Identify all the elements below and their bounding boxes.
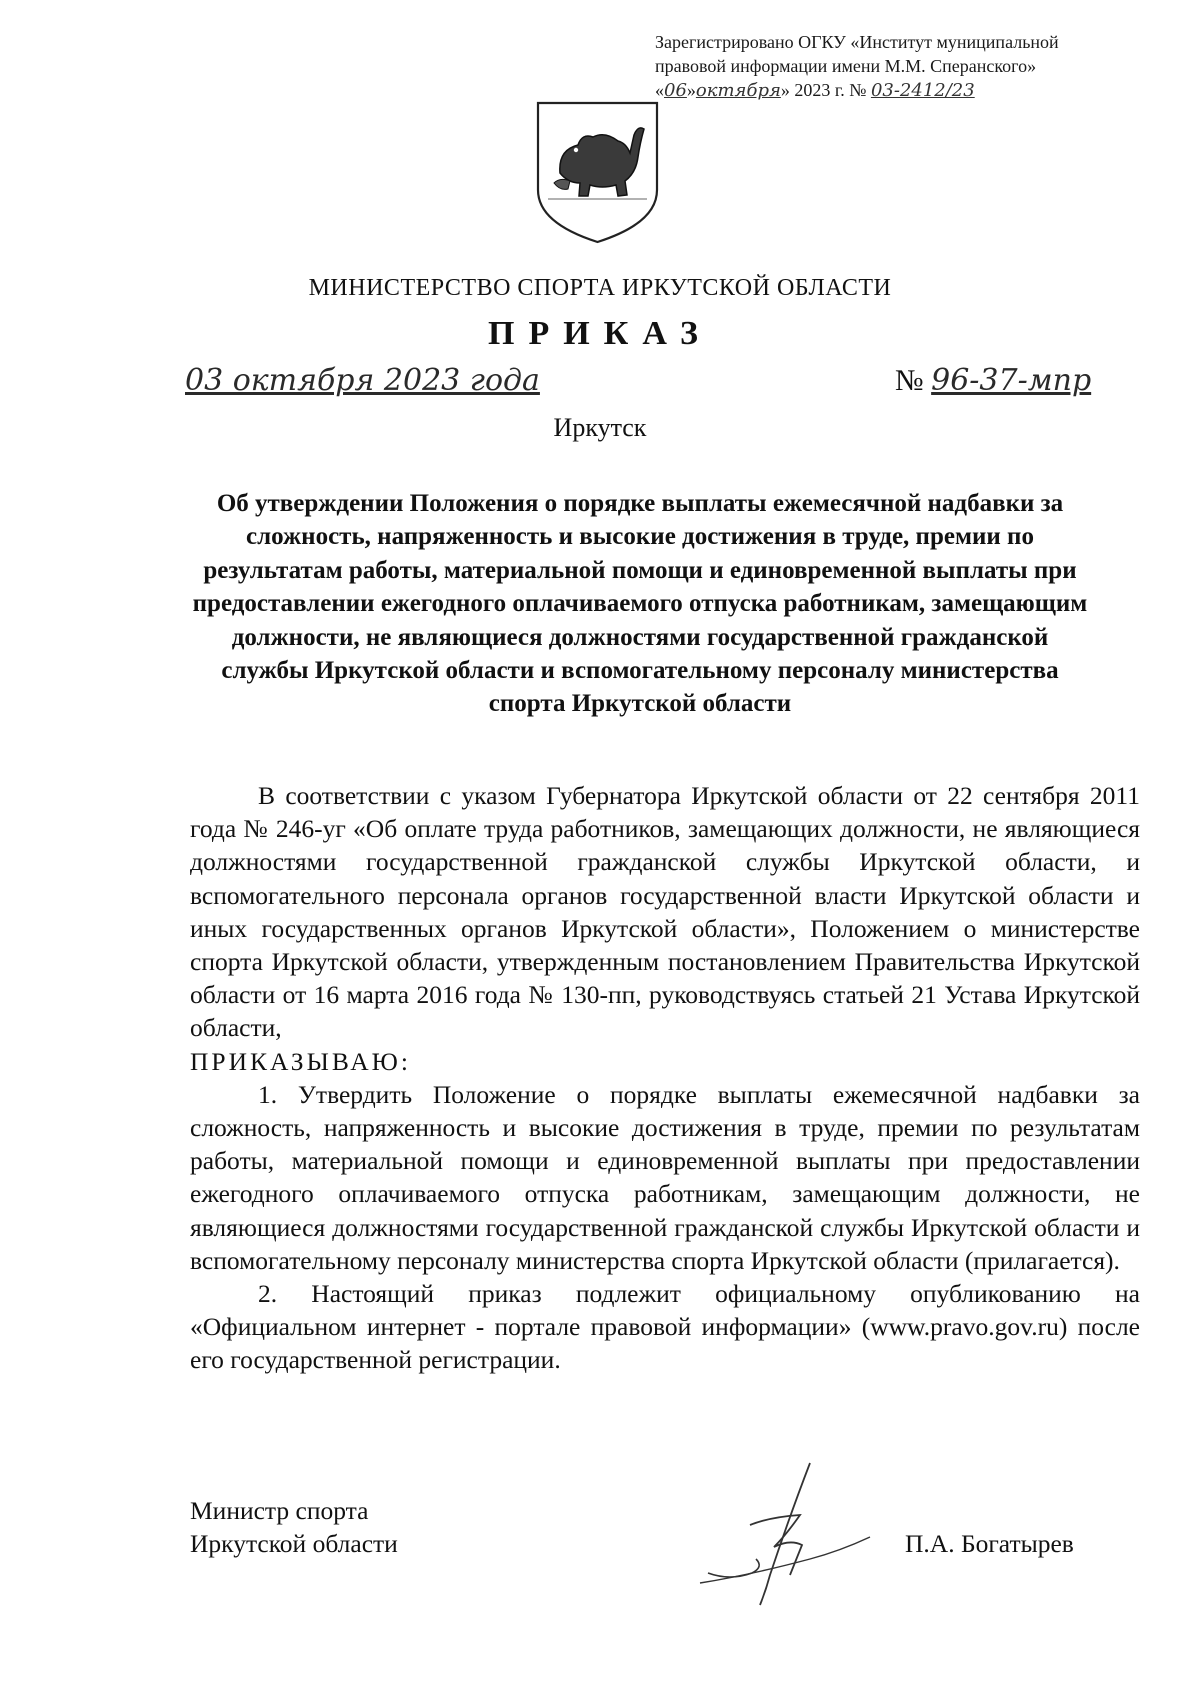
handwritten-signature-icon [690, 1455, 880, 1615]
registration-line-2: правовой информации имени М.М. Сперанского» [655, 56, 1037, 76]
order-number-value: 96-37-мпр [931, 363, 1092, 398]
signer-position [190, 1494, 398, 1560]
order-number-prefix: № [895, 364, 924, 397]
document-body [190, 779, 1140, 1377]
registration-year: » 2023 г. № [780, 80, 867, 100]
registration-day: 06 [664, 80, 687, 101]
registration-month: октября [695, 80, 781, 101]
signer-position-line-1: Министр спорта [190, 1496, 369, 1525]
registration-stamp [655, 30, 1125, 103]
registration-line-3 [655, 78, 1125, 103]
order-word: ПРИКАЗЫВАЮ: [190, 1046, 411, 1076]
signer-position-line-2: Иркутской области [190, 1529, 398, 1558]
city: Иркутск [553, 413, 647, 442]
order-item-1: 1. Утвердить Положение о порядке выплаты ежемесячной надбавки за сложность, напряженность и высокие достижения в труде, премии по результатам работы, материальной помощи и единовременной выплаты при предоставлении ежегодного оплачиваемого отпуска работникам, замещающим должности, не являющиеся должностями государственной гражданской службы Иркутской области и вспомогательному персоналу министерства спорта Иркутской области (прилагается). [190, 1079, 1140, 1275]
document-type: ПРИКАЗ [488, 315, 712, 352]
registration-open-quote: « [655, 80, 664, 100]
signer-name: П.А. Богатырев [905, 1529, 1074, 1558]
order-number [895, 363, 1091, 398]
irkutsk-coat-of-arms-icon [530, 95, 665, 245]
preamble-paragraph: В соответствии с указом Губернатора Иркутской области от 22 сентября 2011 года № 246-уг «Об оплате труда работников, замещающих должности, не являющиеся должностями государственной гражданской службы Иркутской области, и вспомогательного персонала органов государственной власти Иркутской области и иных государственных органов Иркутской области», Положением о министерстве спорта Иркутской области, утвержденным постановлением Правительства Иркутской области от 16 марта 2016 года № 130-пп, руководствуясь статьей 21 Устава Иркутской области, [190, 781, 1140, 1043]
order-item-2: 2. Настоящий приказ подлежит официальному опубликованию на «Официальном интернет - портале правовой информации» (www.pravo.gov.ru) после его государственной регистрации. [190, 1279, 1140, 1375]
registration-month-sep: » [686, 80, 696, 100]
registration-line-1: Зарегистрировано ОГКУ «Институт муниципальной [655, 32, 1059, 52]
ministry-name: МИНИСТЕРСТВО СПОРТА ИРКУТСКОЙ ОБЛАСТИ [308, 275, 892, 301]
registration-number: 03-2412/23 [870, 80, 975, 101]
document-title: Об утверждении Положения о порядке выплаты ежемесячной надбавки за сложность, напряженность и высокие достижения в труде, премии по результатам работы, материальной помощи и единовременной выплаты при предоставлении ежегодного оплачиваемого отпуска работникам, замещающим должности, не являющиеся должностями государственной гражданской службы Иркутской области и вспомогательному персоналу министерства спорта Иркутской области [192, 490, 1088, 718]
order-date: 03 октября 2023 года [185, 363, 540, 398]
